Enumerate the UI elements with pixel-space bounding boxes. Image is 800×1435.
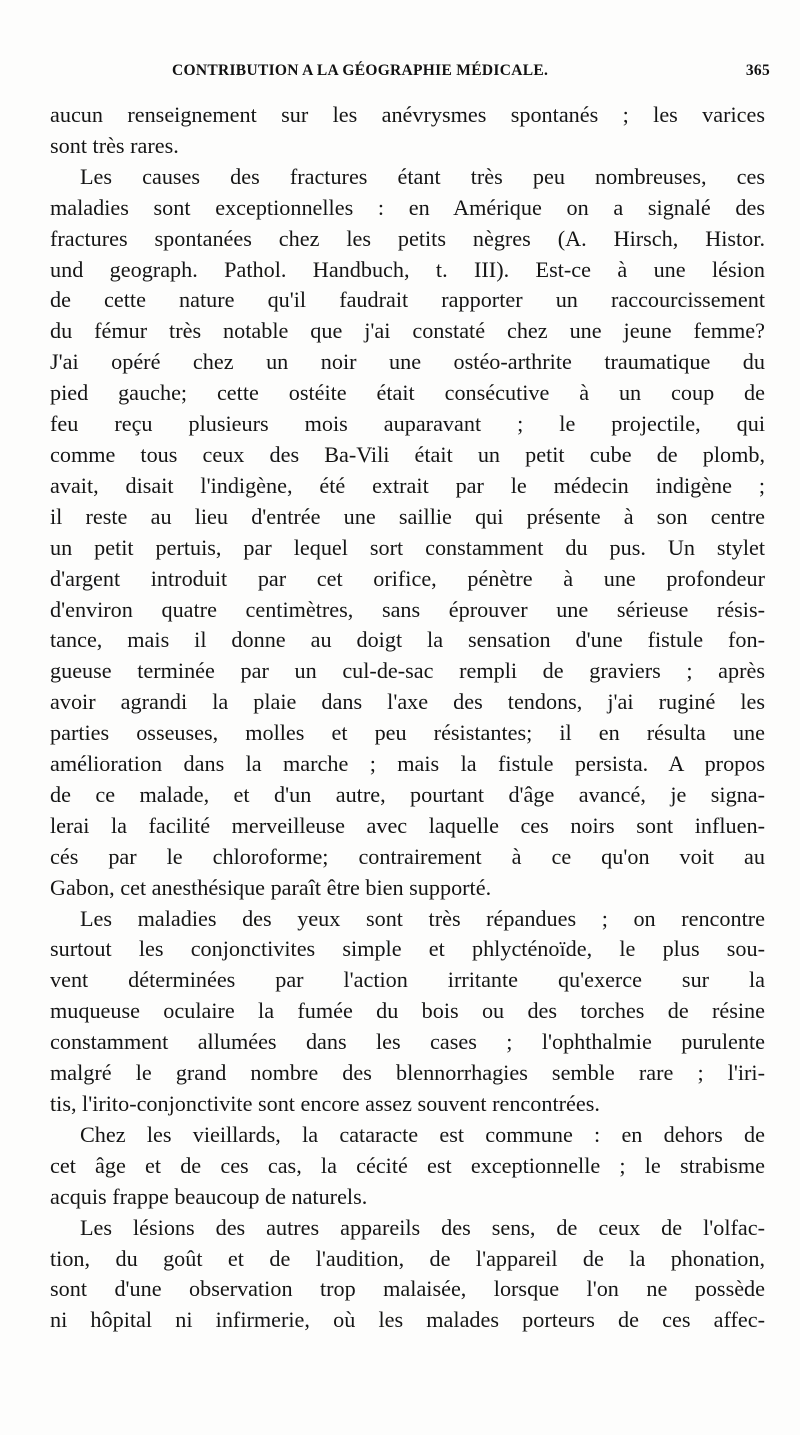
text-line: und geograph. Pathol. Handbuch, t. III). Est-ce à une lésion <box>50 256 765 282</box>
text-line: d'environ quatre centimètres, sans éprouver une sérieuse résis- <box>50 596 765 622</box>
text-line: tis, l'irito-conjonctivite sont encore assez souvent rencontrées. <box>50 1091 600 1116</box>
text-line: aucun renseignement sur les anévrysmes spontanés ; les varices <box>50 102 765 127</box>
text-line: feu reçu plusieurs mois auparavant ; le projectile, qui <box>50 411 765 437</box>
text-line: comme tous ceux des Ba-Vili était un petit cube de plomb, <box>50 441 765 467</box>
text-line: Les lésions des autres appareils des sens, de ceux de l'olfac- <box>80 1214 765 1240</box>
text-line: Gabon, cet anesthésique paraît être bien supporté. <box>50 874 492 900</box>
running-head <box>40 62 770 86</box>
text-line: vent déterminées par l'action irritante qu'exerce sur la <box>50 967 765 993</box>
text-line: Les causes des fractures étant très peu nombreuses, ces <box>80 163 765 189</box>
text-line: J'ai opéré chez un noir une ostéo-arthrite traumatique du <box>50 349 765 375</box>
text-line: constamment allumées dans les cases ; l'ophthalmie purulente <box>50 1029 765 1055</box>
text-line: lerai la facilité merveilleuse avec laquelle ces noirs sont influen- <box>50 812 765 838</box>
paragraph <box>50 1213 765 1337</box>
text-line: acquis frappe beaucoup de naturels. <box>50 1183 368 1209</box>
text-line: Chez les vieillards, la cataracte est commune : en dehors de <box>80 1121 765 1147</box>
running-title: CONTRIBUTION A LA GÉOGRAPHIE MÉDICALE. <box>172 62 549 79</box>
text-line: surtout les conjonctivites simple et phlycténoïde, le plus sou- <box>50 936 765 962</box>
text-line: sont d'une observation trop malaisée, lorsque l'on ne possède <box>50 1276 765 1302</box>
text-line: fractures spontanées chez les petits nègres (A. Hirsch, Histor. <box>50 225 765 251</box>
text-line: sont très rares. <box>50 132 179 158</box>
text-line: de cette nature qu'il faudrait rapporter un raccourcissement <box>50 287 765 313</box>
paragraph <box>50 162 765 904</box>
text-line: cet âge et de ces cas, la cécité est exceptionnelle ; le strabisme <box>50 1152 765 1178</box>
paragraph <box>50 904 765 1120</box>
text-line: de ce malade, et d'un autre, pourtant d'âge avancé, je signa- <box>50 781 765 807</box>
text-line: muqueuse oculaire la fumée du bois ou des torches de résine <box>50 998 765 1024</box>
paragraph <box>50 1120 765 1213</box>
text-line: cés par le chloroforme; contrairement à ce qu'on voit au <box>50 843 765 869</box>
text-line: amélioration dans la marche ; mais la fistule persista. A propos <box>50 751 765 777</box>
body-text <box>50 100 765 1336</box>
text-line: malgré le grand nombre des blennorrhagies semble rare ; l'iri- <box>50 1060 765 1086</box>
text-line: tion, du goût et de l'audition, de l'appareil de la phonation, <box>50 1245 765 1271</box>
text-line: avait, disait l'indigène, été extrait par le médecin indigène ; <box>50 472 765 498</box>
text-line: tance, mais il donne au doigt la sensation d'une fistule fon- <box>50 627 765 653</box>
text-line: un petit pertuis, par lequel sort constamment du pus. Un stylet <box>50 534 765 560</box>
text-line: d'argent introduit par cet orifice, pénètre à une profondeur <box>50 565 765 591</box>
text-line: avoir agrandi la plaie dans l'axe des tendons, j'ai ruginé les <box>50 689 765 715</box>
text-line: du fémur très notable que j'ai constaté chez une jeune femme? <box>50 318 765 344</box>
text-line: maladies sont exceptionnelles : en Amérique on a signalé des <box>50 194 765 220</box>
text-line: Les maladies des yeux sont très répandues ; on rencontre <box>80 905 765 931</box>
text-line: pied gauche; cette ostéite était consécutive à un coup de <box>50 380 765 406</box>
text-line: gueuse terminée par un cul-de-sac rempli de graviers ; après <box>50 658 765 684</box>
text-line: il reste au lieu d'entrée une saillie qui présente à son centre <box>50 503 765 529</box>
text-line: ni hôpital ni infirmerie, où les malades porteurs de ces affec- <box>50 1307 765 1333</box>
paragraph <box>50 100 765 162</box>
page-number: 365 <box>745 62 770 79</box>
text-line: parties osseuses, molles et peu résistantes; il en résulta une <box>50 720 765 746</box>
